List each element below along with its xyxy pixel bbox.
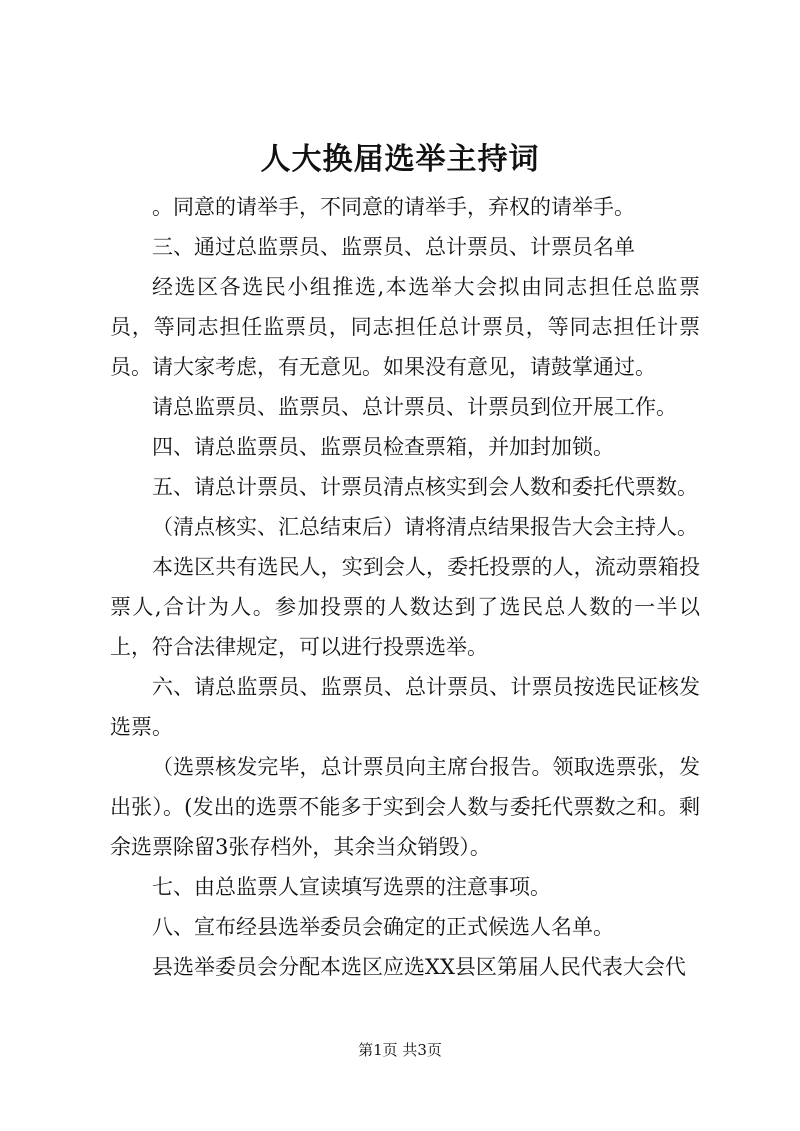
paragraph-11: 七、由总监票人宣读填写选票的注意事项。 bbox=[152, 875, 551, 899]
paragraph-9: 六、请总监票员、监票员、总计票员、计票员按选民证核发选票。 bbox=[110, 675, 700, 739]
paragraph-12: 八、宣布经县选举委员会确定的正式候选人名单。 bbox=[152, 915, 614, 939]
page-number-footer: 第1页 共3页 bbox=[358, 1041, 442, 1059]
paragraph-13: 县选举委员会分配本选区应选XX县区第届人民代表大会代 bbox=[152, 955, 686, 979]
paragraph-8: 本选区共有选民人，实到会人，委托投票的人，流动票箱投票人,合计为人。参加投票的人数达到了选民总人数的一半以上，符合法律规定，可以进行投票选举。 bbox=[110, 555, 700, 659]
paragraph-6: 五、请总计票员、计票员清点核实到会人数和委托代票数。 bbox=[152, 475, 698, 499]
document-title: 人大换届选举主持词 bbox=[260, 142, 540, 177]
paragraph-7: （清点核实、汇总结束后）请将清点结果报告大会主持人。 bbox=[152, 515, 698, 539]
paragraph-1: 。同意的请举手，不同意的请举手，弃权的请举手。 bbox=[152, 195, 635, 219]
document-body bbox=[110, 187, 700, 987]
paragraph-3: 经选区各选民小组推选,本选举大会拟由同志担任总监票员，等同志担任监票员，同志担任总计票员，等同志担任计票员。请大家考虑，有无意见。如果没有意见，请鼓掌通过。 bbox=[110, 275, 700, 379]
paragraph-10: （选票核发完毕，总计票员向主席台报告。领取选票张，发出张）。(发出的选票不能多于实到会人数与委托代票数之和。剩余选票除留3张存档外，其余当众销毁）。 bbox=[110, 755, 700, 859]
paragraph-5: 四、请总监票员、监票员检查票箱，并加封加锁。 bbox=[152, 435, 614, 459]
paragraph-4: 请总监票员、监票员、总计票员、计票员到位开展工作。 bbox=[152, 395, 677, 419]
paragraph-2: 三、通过总监票员、监票员、总计票员、计票员名单 bbox=[152, 235, 635, 259]
